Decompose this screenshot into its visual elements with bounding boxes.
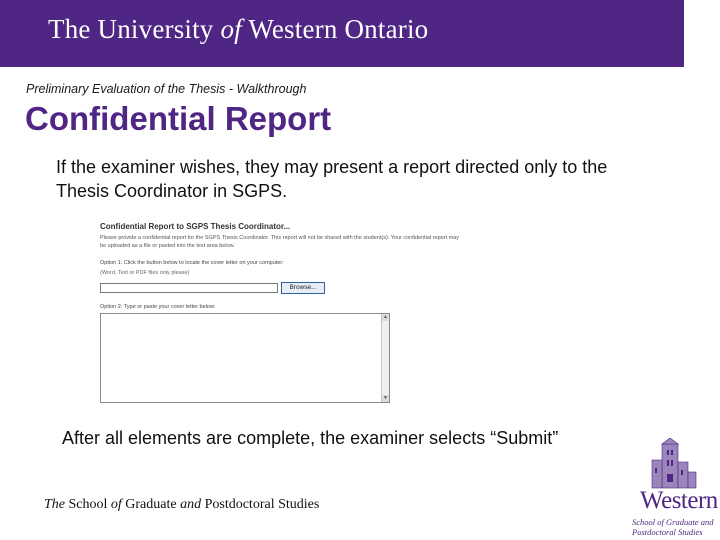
form-instructions: Please provide a confidential report for the SGPS Thesis Coordinator. This report will not be shared with the student(s). Your confidential report may be uploaded as a file or pasted into the text area below. [100, 235, 460, 249]
footer-postdoc: Postdoctoral Studies [201, 497, 320, 512]
option2-label: Option 2: Type or paste your cover letter below: [100, 304, 216, 310]
scroll-down-arrow-icon[interactable]: ▼ [383, 395, 388, 401]
western-logo-subtitle-2: Postdoctoral Studies [632, 527, 703, 537]
footer-graduate: Graduate [121, 497, 181, 512]
intro-text: If the examiner wishes, they may present a report directed only to the Thesis Coordinator in SGPS. [56, 157, 608, 201]
footer-school: School [65, 497, 111, 512]
option1-hint: (Word, Text or PDF files only please) [100, 270, 190, 276]
footer-and: and [180, 497, 202, 512]
university-name-of: of [220, 14, 242, 44]
browse-button[interactable]: Browse... [281, 282, 325, 294]
form-title: Confidential Report to SGPS Thesis Coordinator... [100, 222, 291, 231]
western-logo-wordmark: Western [640, 487, 718, 514]
confidential-report-form [96, 220, 464, 404]
textarea-scrollbar[interactable] [381, 314, 389, 402]
scroll-up-arrow-icon[interactable]: ▲ [383, 314, 388, 320]
western-logo-subtitle-1: School of Graduate and [632, 517, 714, 527]
university-name-rest: Western Ontario [241, 14, 429, 44]
footer-of: of [110, 497, 122, 512]
page-title: Confidential Report [25, 100, 332, 137]
file-path-input[interactable] [100, 283, 278, 293]
option1-label: Option 1: Click the button below to locate the cover letter on your computer: [100, 260, 284, 266]
university-name [48, 14, 428, 45]
submit-instruction-text: After all elements are complete, the examiner selects “Submit” [62, 428, 559, 448]
university-name-the: The University [48, 14, 221, 44]
cover-letter-textarea[interactable] [100, 313, 390, 403]
footer-school-name [44, 497, 319, 513]
header-banner [0, 0, 684, 67]
slide-subtitle: Preliminary Evaluation of the Thesis - Walkthrough [26, 82, 307, 96]
footer-the: The [44, 497, 65, 512]
